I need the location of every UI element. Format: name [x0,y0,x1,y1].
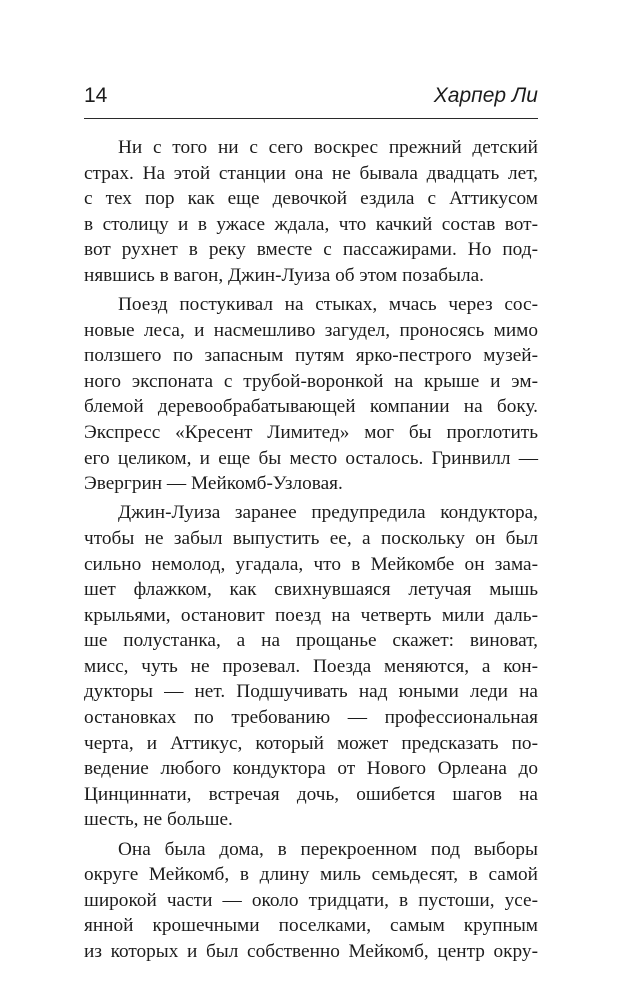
text-line: Она была дома, в перекроенном под выборы [118,838,538,860]
text-line: вот рухнет в реку вместе с пассажирами. Но под- [84,239,538,261]
paragraph-4 [84,837,538,965]
text-line: Поезд постукивал на стыках, мчась через сос- [118,294,538,316]
text-line: страх. На этой станции она не бывала двадцать лет, [84,162,538,184]
text-line: шесть, не больше. [84,809,233,831]
text-line: ведение любого кондуктора от Нового Орлеана до [84,758,538,780]
text-line: ше полустанка, а на прощанье скажет: виноват, [84,630,538,652]
text-line: сильно немолод, угадала, что в Мейкомбе он зама- [84,553,538,575]
body-text [84,135,538,965]
text-line: крыльями, остановит поезд на четверть мили даль- [84,604,538,626]
text-line: янной крошечными поселками, самым крупным [84,915,538,937]
text-line: чтобы не забыл выпустить ее, а поскольку он был [84,527,538,549]
text-line: новые леса, и насмешливо загудел, проносясь мимо [84,319,538,341]
text-line: дукторы — нет. Подшучивать над юными леди на [84,681,538,703]
page-header [84,82,538,122]
text-line: Эвергрин — Мейкомб-Узловая. [84,473,343,495]
paragraph-1 [84,135,538,289]
text-line: блемой деревообрабатывающей компании на боку. [84,396,538,418]
running-head-author: Харпер Ли [433,84,538,107]
text-line: черта, и Аттикус, который может предсказать по- [84,732,538,754]
text-line: его целиком, и еще бы место осталось. Гринвилл — [84,447,538,469]
text-line: широкой части — около тридцати, в пустоши, усе- [84,889,538,911]
text-line: округе Мейкомб, в длину миль семьдесят, в самой [84,864,538,886]
page-number: 14 [84,84,108,107]
text-line: нявшись в вагон, Джин-Луиза об этом позабыла. [84,264,484,286]
text-line: мисс, чуть не прозевал. Поезда меняются, а кон- [84,655,538,677]
text-line: шет флажком, как свихнувшаяся летучая мышь [84,579,538,601]
text-line: ного экспоната с трубой-воронкой на крыше и эм- [84,370,538,392]
text-line: остановках по требованию — профессиональная [84,707,538,729]
paragraph-3 [84,500,538,833]
text-line: ползшего по запасным путям ярко-пестрого музей- [84,345,538,367]
text-line: в столицу и в ужасе ждала, что качкий состав вот- [84,213,538,235]
text-line: Джин-Луиза заранее предупредила кондуктора, [118,502,538,524]
text-line: из которых и был собственно Мейкомб, центр окру- [84,940,538,962]
text-line: Экспресс «Кресент Лимитед» мог бы проглотить [84,422,538,444]
text-line: с тех пор как еще девочкой ездила с Аттикусом [84,188,538,210]
paragraph-2 [84,292,538,497]
text-line: Цинциннати, встречая дочь, ошибется шагов на [84,783,538,805]
header-rule [84,118,538,119]
text-line: Ни с того ни с сего воскрес прежний детский [118,137,538,158]
